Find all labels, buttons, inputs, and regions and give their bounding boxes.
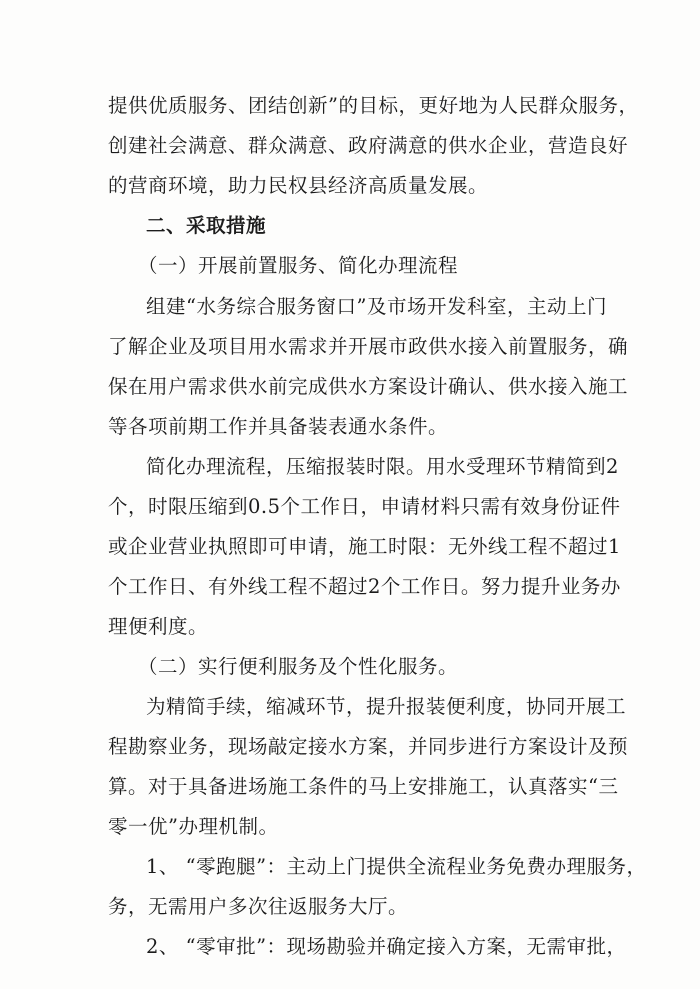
text-line: 或企业营业执照即可申请，施工时限：无外线工程不超过1	[108, 535, 621, 558]
text-line: 等各项前期工作并具备装表通水条件。	[108, 415, 449, 438]
text-line: 了解企业及项目用水需求并开展市政供水接入前置服务，确	[108, 335, 629, 358]
text-line: 简化办理流程，压缩报装时限。用水受理环节精简到2	[146, 455, 619, 478]
text-line: 零一优”办理机制。	[108, 815, 279, 838]
list-item: 1、 “零跑腿”：主动上门提供全流程业务免费办理服务，	[146, 855, 647, 878]
text-line: 组建“水务综合服务窗口”及市场开发科室，主动上门	[146, 295, 607, 318]
text-line: 个工作日、有外线工程不超过2个工作日。努力提升业务办	[108, 575, 621, 598]
text-line: 的营商环境，助力民权县经济高质量发展。	[108, 174, 489, 197]
text-line: 务，无需用户多次往返服务大厅。	[108, 895, 409, 918]
text-line: 创建社会满意、群众满意、政府满意的供水企业，营造良好	[108, 134, 629, 157]
subsection-heading: （一）开展前置服务、简化办理流程	[138, 254, 459, 277]
text-line: 理便利度。	[108, 615, 209, 638]
text-line: 算。对于具备进场施工条件的马上安排施工，认真落实“三	[108, 775, 619, 798]
text-line: 为精简手续，缩减环节，提升报装便利度，协同开展工	[146, 695, 627, 718]
list-item: 2、 “零审批”：现场勘验并确定接入方案，无需审批，	[146, 935, 627, 958]
subsection-heading: （二）实行便利服务及个性化服务。	[138, 655, 459, 678]
text-line: 个，时限压缩到0.5个工作日，申请材料只需有效身份证件	[108, 495, 621, 518]
section-heading: 二、采取措施	[146, 214, 267, 237]
text-line: 保在用户需求供水前完成供水方案设计确认、供水接入施工	[108, 375, 629, 398]
text-line: 提供优质服务、团结创新”的目标，更好地为人民群众服务，	[108, 94, 639, 117]
text-line: 程勘察业务，现场敲定接水方案，并同步进行方案设计及预	[108, 735, 629, 758]
